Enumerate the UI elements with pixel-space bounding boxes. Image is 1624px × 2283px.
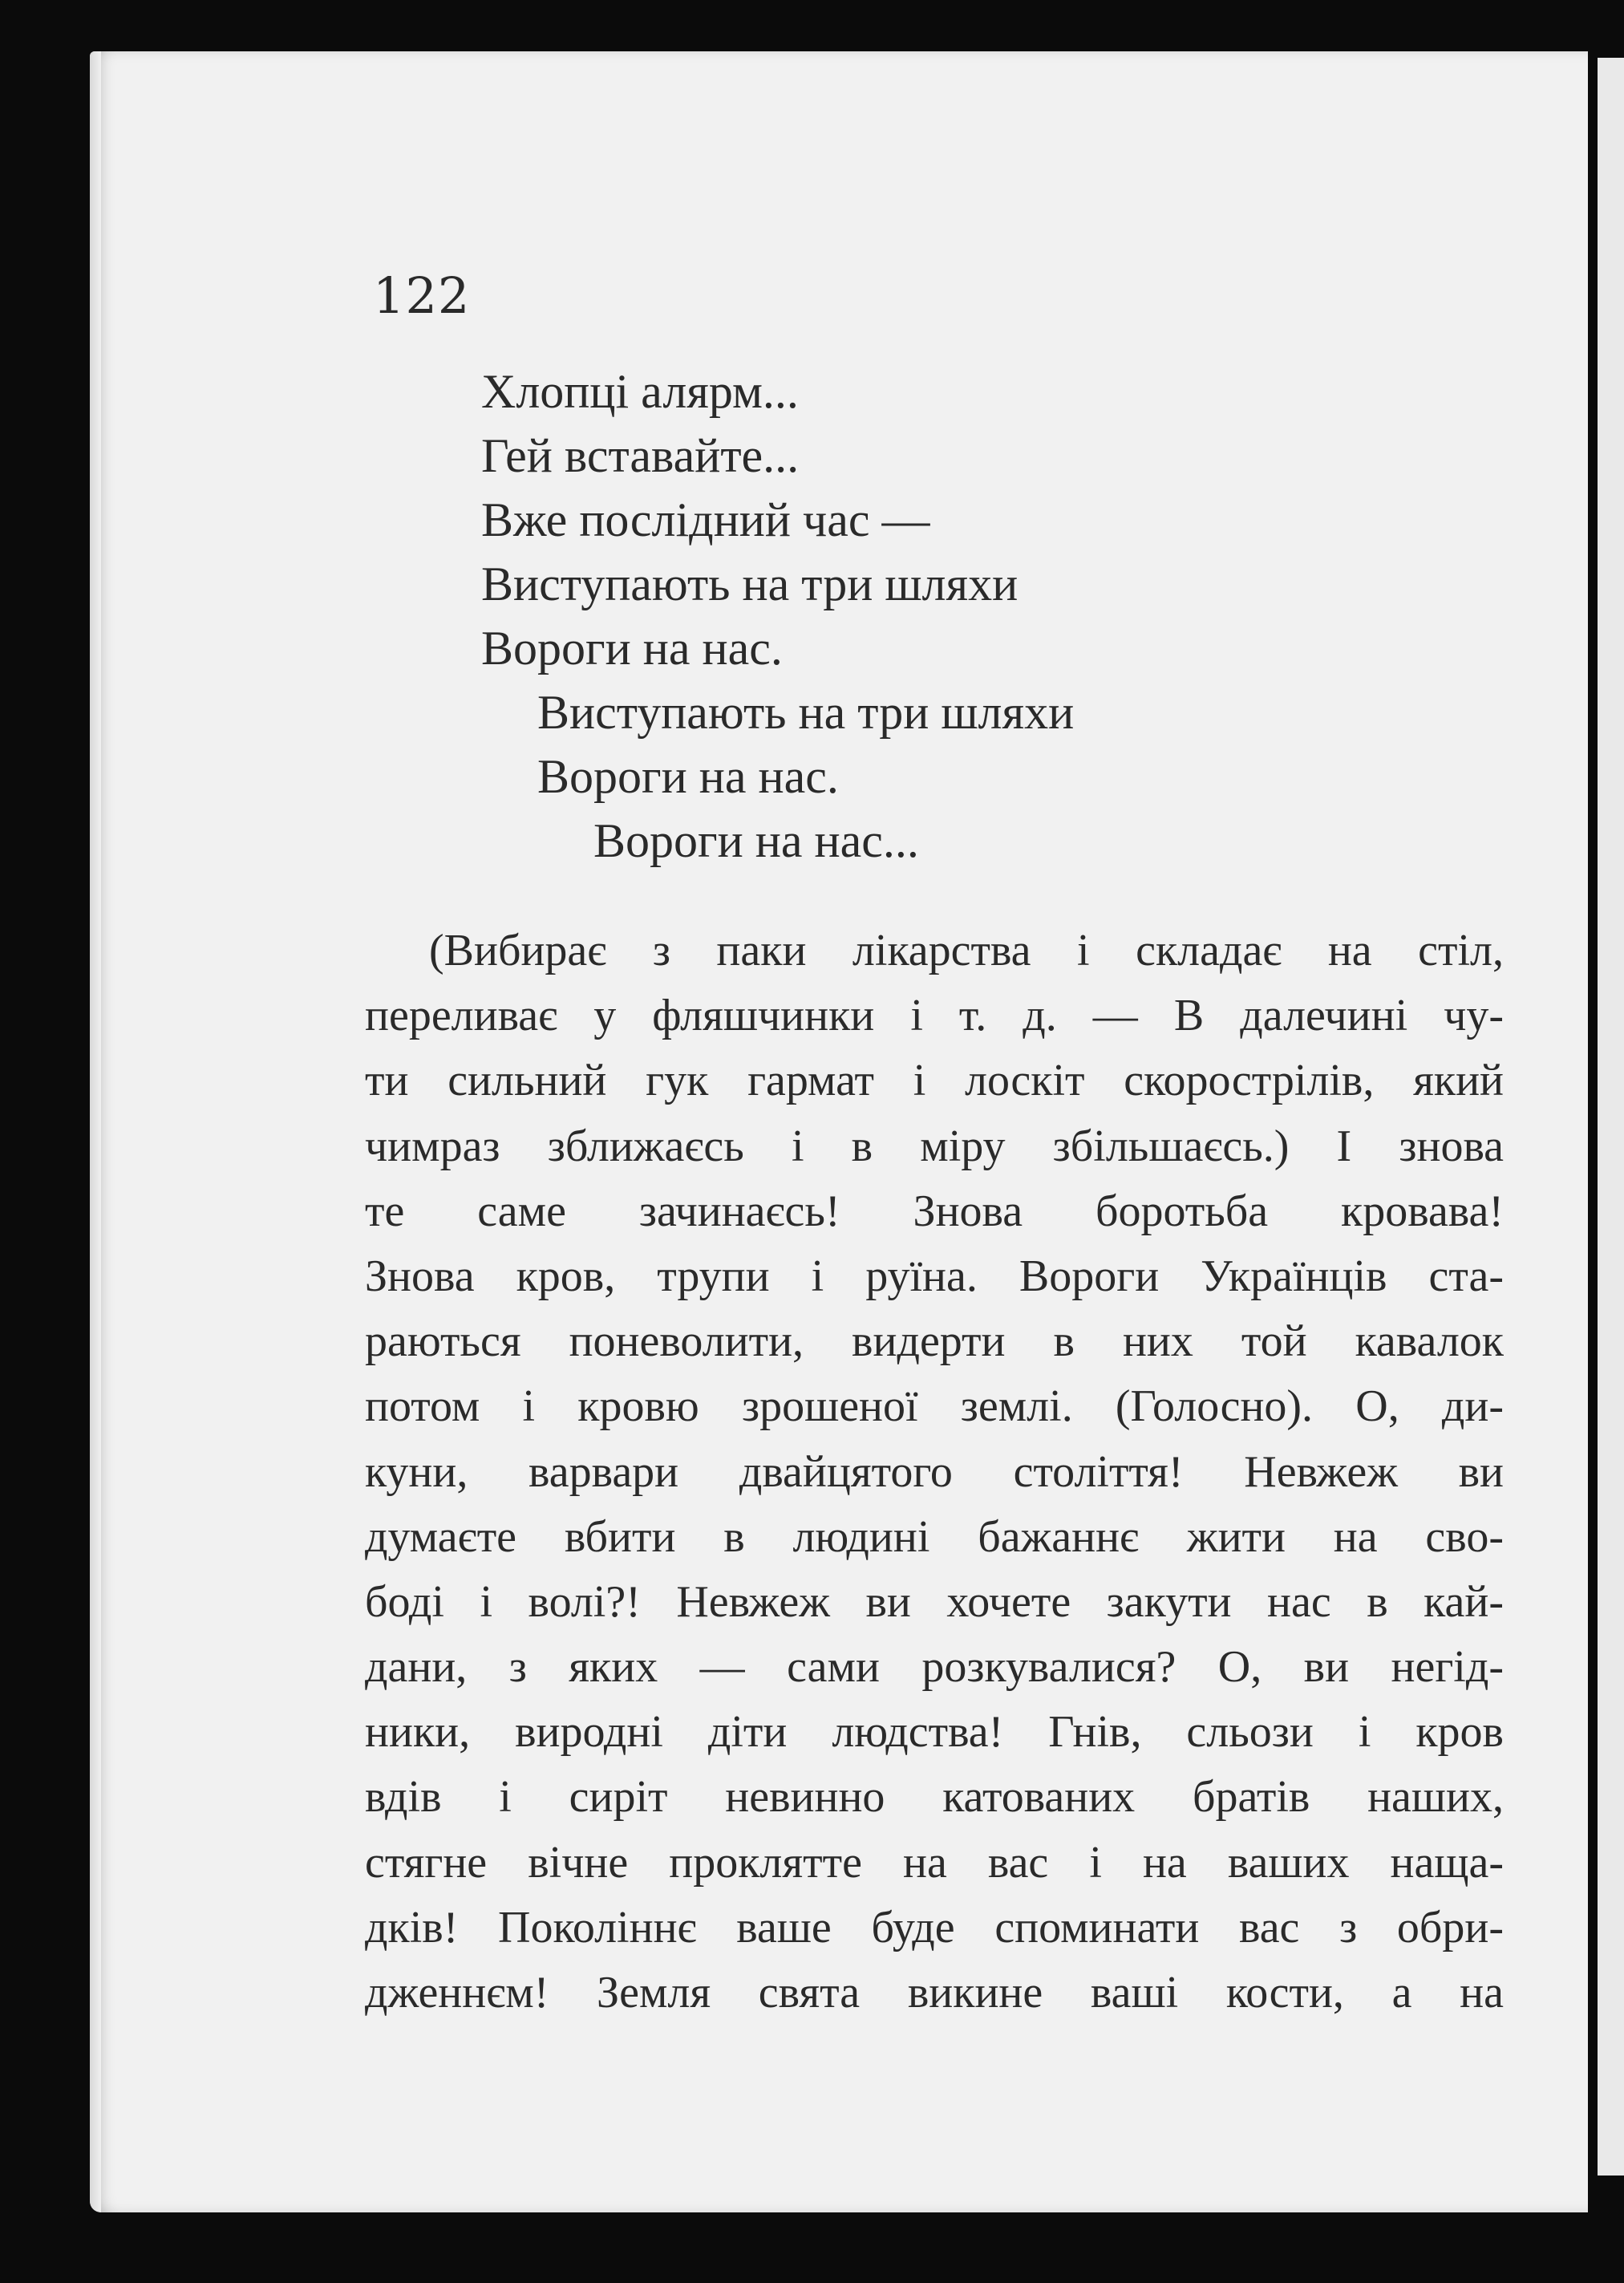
prose-line: думаєте вбити в людині бажаннє жити на сво- <box>365 1511 1504 1562</box>
prose-line: раються поневолити, видерти в них той кавалок <box>365 1316 1504 1367</box>
page-edge <box>90 51 101 2212</box>
facing-page-edge <box>1598 58 1624 2176</box>
verse-line: Виступають на три шляхи <box>537 686 1075 739</box>
verse-line: Виступають на три шляхи <box>481 558 1019 610</box>
prose-line: Знова кров, трупи і руїна. Вороги Українців ста- <box>365 1251 1504 1301</box>
prose-line: стягне вічне проклятте на вас і на ваших наща- <box>365 1837 1504 1888</box>
verse-line: Вороги на нас. <box>481 622 783 675</box>
page-number: 122 <box>373 266 471 325</box>
prose-line: дани, з яких — сами розкувалися? О, ви негід- <box>365 1642 1504 1693</box>
prose-line: ти сильний гук гармат і лоскіт скорострілів, який <box>365 1056 1504 1106</box>
prose-line: вдів і сиріт невинно катованих братів наших, <box>365 1772 1504 1823</box>
prose-line: переливає у фляшчинки і т. д. — В далечині чу- <box>365 991 1504 1041</box>
song-verse <box>481 359 1074 873</box>
prose-line: ники, виродні діти людства! Гнів, сльози і кров <box>365 1707 1504 1758</box>
verse-line: Вороги на нас. <box>537 750 839 803</box>
verse-line: Хлопці алярм... <box>481 365 799 418</box>
prose-line: дків! Поколіннє ваше буде споминати вас з обри- <box>365 1902 1504 1953</box>
prose-line: дженнєм! Земля свята викине ваші кости, а на <box>365 1968 1504 2017</box>
prose-line: потом і кровю зрошеної землі. (Голосно). О, ди- <box>365 1381 1504 1432</box>
verse-line: Вже послідний час — <box>481 493 930 546</box>
verse-line: Вороги на нас... <box>593 814 919 867</box>
prose-paragraph <box>365 918 1504 2026</box>
verse-line: Гей вставайте... <box>481 429 800 482</box>
prose-line: (Вибирає з паки лікарства і складає на стіл, <box>429 926 1504 975</box>
prose-line: чимраз зближаєсь і в міру збільшаєсь.) І знова <box>365 1121 1504 1171</box>
prose-line: те саме зачинаєсь! Знова боротьба кровава! <box>365 1186 1504 1236</box>
prose-line: куни, варвари двайцятого століття! Невжеж ви <box>365 1446 1504 1497</box>
prose-line: боді і волі?! Невжеж ви хочете закути нас в кай- <box>365 1576 1504 1627</box>
